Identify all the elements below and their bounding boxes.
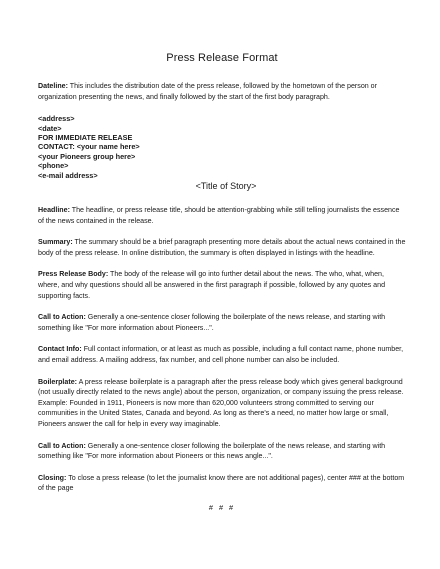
section-label: Summary:: [38, 238, 73, 247]
closing-paragraph: [38, 473, 406, 494]
contact-line: CONTACT: <your name here>: [38, 142, 140, 152]
section-text: To close a press release (to let the journalist know there are not additional pages), center ### at the bottom of the page: [38, 473, 405, 493]
contact-info-paragraph: [38, 344, 406, 365]
document-page: [38, 52, 406, 512]
section-text: Full contact information, or at least as much as possible, including a full contact name, phone number, and email address. A mailing address, fax number, and cell phone number can also be included.: [38, 345, 404, 364]
section-text: Generally a one-sentence closer following the boilerplate of the news release, and starting with something like "For more information about Pioneers...".: [38, 313, 386, 332]
address-line: <address>: [38, 114, 75, 124]
summary-paragraph: [38, 237, 406, 258]
call-to-action-paragraph-2: [38, 441, 406, 462]
section-text: The summary should be a brief paragraph presenting more details about the actual news contained in the body of the press release. In online distribution, the summary is often displayed in listings with the headline.: [38, 238, 406, 257]
section-label: Call to Action:: [38, 441, 86, 450]
dateline-label: Dateline:: [38, 82, 68, 90]
section-text: The body of the release will go into further detail about the news. The who, what, when, where, and why questions should all be answered in the first paragraph if possible, followed by any quotes and supporting facts.: [38, 270, 386, 300]
group-line: <your Pioneers group here>: [38, 151, 136, 161]
section-text: The headline, or press release title, should be attention-grabbing while still telling journalists the essence of the news contained in the release.: [38, 206, 400, 225]
boilerplate-paragraph: [38, 377, 406, 430]
section-text: A press release boilerplate is a paragraph after the press release body which gives general background (not usually directly related to the news angle) about the person, organization, or company issuing the press release. Example: Founded in 1911, Pioneers is now more than 620,000 volunteers strong committed to serving our communities in the United States, Canada and beyond. As long as there's a need, no matter how large or small, Pioneers answer the call for help in every way imaginable.: [38, 377, 404, 428]
date-line: <date>: [38, 123, 62, 133]
section-label: Call to Action:: [38, 313, 86, 322]
end-mark: # # #: [208, 502, 236, 512]
address-block: [38, 114, 406, 180]
headline-paragraph: [38, 205, 406, 226]
section-label: Boilerplate:: [38, 377, 78, 386]
email-line: <e-mail address>: [38, 170, 98, 180]
section-label: Press Release Body:: [38, 270, 109, 279]
body-paragraph: [38, 269, 406, 301]
section-label: Contact Info:: [38, 345, 82, 354]
dateline-text: This includes the distribution date of the press release, followed by the hometown of the person or organization presenting the news, and finally followed by the start of the first body paragraph.: [38, 82, 377, 101]
dateline-paragraph: [38, 81, 406, 102]
call-to-action-paragraph: [38, 312, 406, 333]
release-line: FOR IMMEDIATE RELEASE: [38, 133, 133, 142]
story-title: <Title of Story>: [195, 181, 257, 192]
section-label: Closing:: [38, 473, 67, 482]
document-title: Press Release Format: [166, 52, 278, 64]
section-label: Headline:: [38, 206, 70, 215]
phone-line: <phone>: [38, 161, 69, 171]
section-text: Generally a one-sentence closer following the boilerplate of the news release, and starting with something like "For more information about Pioneers or this news angle...".: [38, 441, 386, 461]
